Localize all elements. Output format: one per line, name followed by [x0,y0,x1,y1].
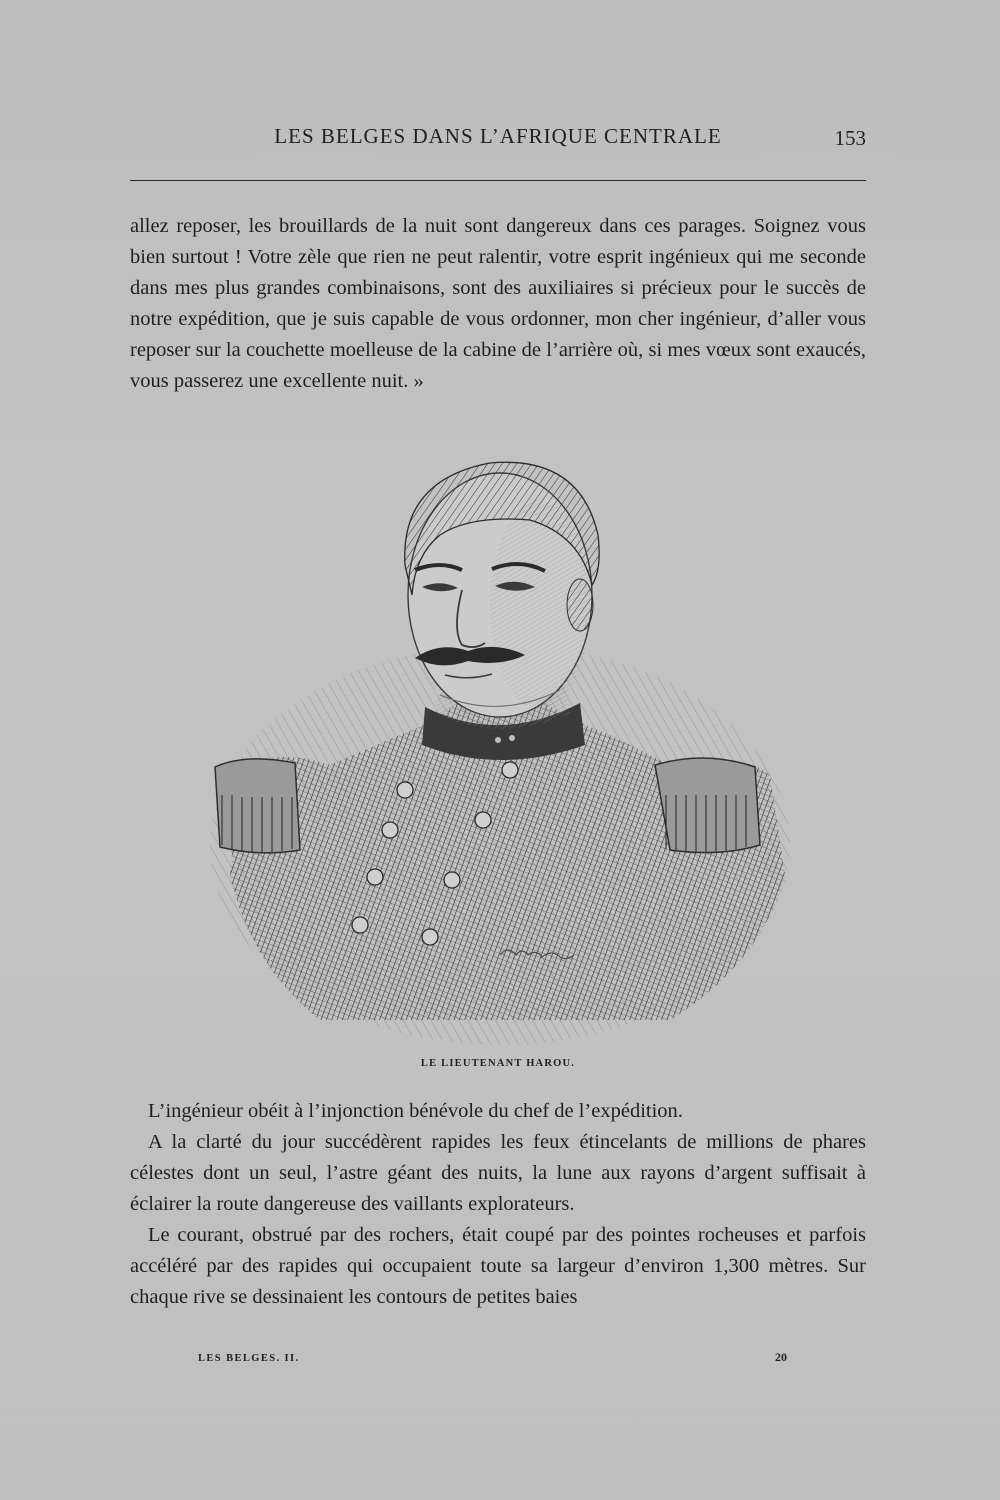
header-rule [130,180,866,181]
bottom-text-block [130,1096,866,1313]
running-title: LES BELGES DANS L’AFRIQUE CENTRALE [274,124,722,148]
paragraph: L’ingénieur obéit à l’injonction bénévole du chef de l’expédition. [148,1100,683,1122]
footer-signature: LES BELGES. II. [198,1353,300,1364]
portrait-engraving [200,445,800,1045]
paragraph: allez reposer, les brouillards de la nuit sont dangereux dans ces parages. Soignez vous bien surtout ! Votre zèle que rien ne peut ralentir, votre esprit ingénieux qui me seconde dans mes plus grandes combinaisons, sont des auxiliaires si précieux pour le succès de notre expédition, que je suis capable de vous ordonner, mon cher ingénieur, d’aller vous reposer sur la couchette moelleuse de la cabine de l’arrière où, si mes vœux sont exaucés, vous passerez une excellente nuit. » [130,215,866,392]
paragraph: Le courant, obstrué par des rochers, était coupé par des pointes rocheuses et parfois accéléré par des rapides qui occupaient toute sa largeur d’environ 1,300 mètres. Sur chaque rive se dessinaient les contours de petites baies [130,1224,866,1308]
top-text-block [130,211,866,397]
portrait-image [200,445,800,1045]
footer-sheet-number: 20 [775,1350,787,1364]
illustration-caption: LE LIEUTENANT HAROU. [420,1058,576,1069]
running-head [130,120,866,154]
page-number: 153 [834,126,866,150]
paragraph: A la clarté du jour succédèrent rapides les feux étincelants de millions de phares célestes dont un seul, l’astre géant des nuits, la lune aux rayons d’argent suffisait à éclairer la route dangereuse des vaillants explorateurs. [130,1131,866,1215]
